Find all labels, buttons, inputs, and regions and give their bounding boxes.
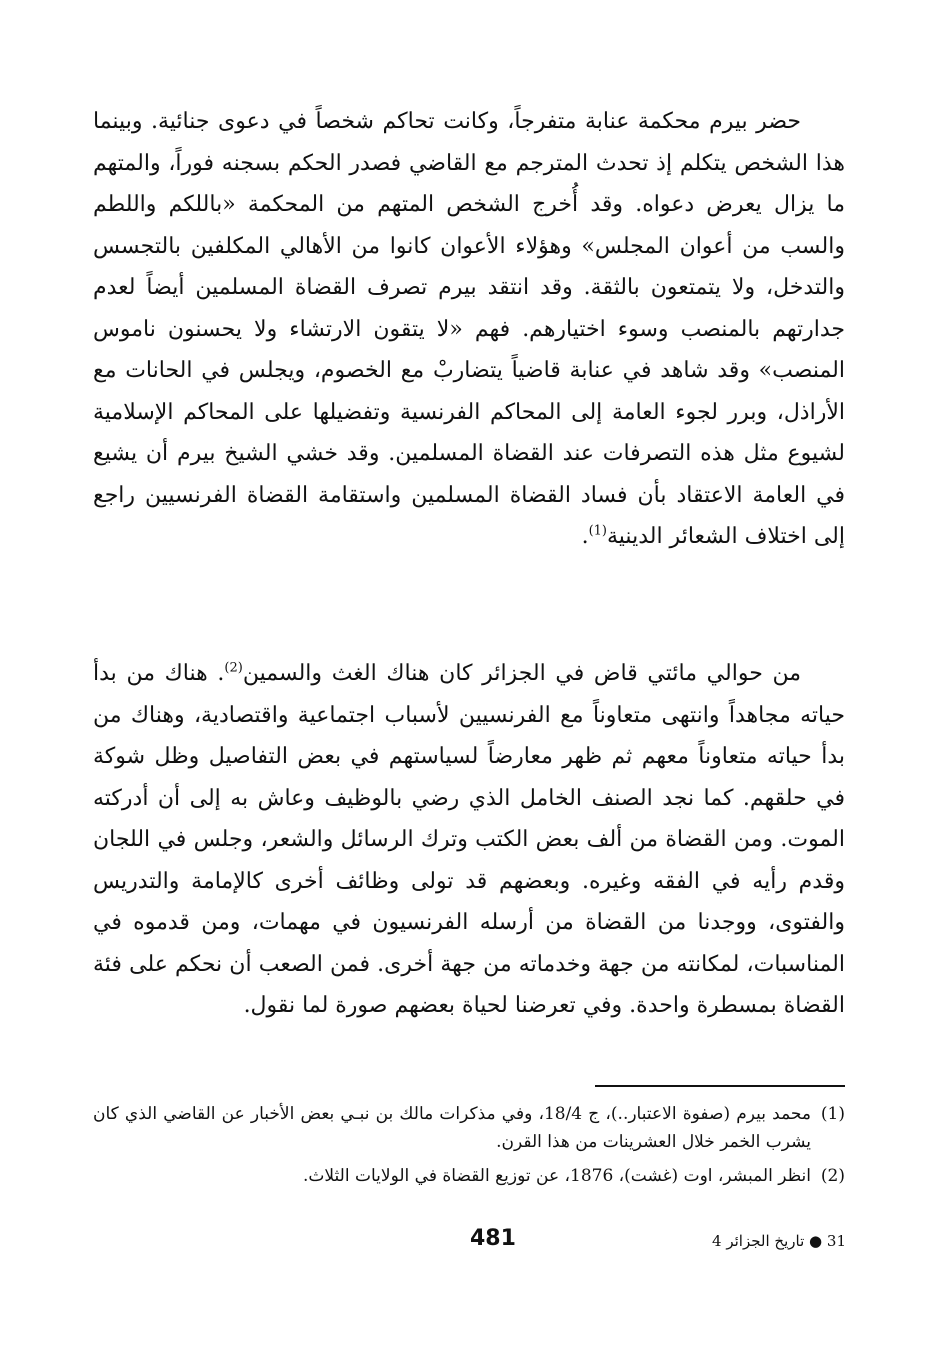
page-number: 481 <box>470 1226 516 1251</box>
footnotes <box>93 1100 845 1196</box>
paragraph-1-tail: . <box>581 524 589 549</box>
paragraph-1 <box>93 101 845 558</box>
footnote-ref-1: (1) <box>588 523 607 539</box>
footnote-2-number: (2) <box>820 1166 845 1186</box>
footnote-1-text: محمد بيرم (صفوة الاعتبار..)، ج 18/4، وفي مذكرات مالك بن نبـي بعض الأخبار عن القاضي الذي كان يشرب الخمر خلال العشرينات من هذا القرن. <box>93 1104 811 1152</box>
page-footer <box>94 1226 846 1266</box>
running-head: 31 ● تاريخ الجزائر 4 <box>712 1232 846 1250</box>
footnote-2-text: انظر المبشر، اوت (غشت)، 1876، عن توزيع القضاة في الولايات الثلاث. <box>302 1166 811 1186</box>
footnote-1-number: (1) <box>820 1104 845 1124</box>
footnote-2 <box>93 1162 845 1190</box>
footnote-1 <box>93 1100 845 1156</box>
footnote-ref-2: (2) <box>224 660 243 676</box>
paragraph-2-text: من حوالي مائتي قاض في الجزائر كان هناك الغث والسمين <box>242 661 801 686</box>
footnote-divider <box>595 1085 845 1087</box>
paragraph-2-tail: . هناك من بدأ حياته مجاهداً وانتهى متعاوناً مع الفرنسيين لأسباب اجتماعية واقتصادية، وهناك من بدأ حياته متعاوناً معهم ثم ظهر معارضاً لسياستهم في بعض التفاصيل وظل شوكة في حلقهم. كما نجد الصنف الخامل الذي رضي بالوظيف وعاش به إلى أن أدركته الموت. ومن القضاة من ألف بعض الكتب وترك الرسائل والشعر، وجلس في اللجان وقدم رأيه في الفقه وغيره. وبعضهم قد تولى وظائف أخرى كالإمامة والتدريس والفتوى، ووجدنا من القضاة من أرسله الفرنسيون في مهمات، ومن قدموه في المناسبات، لمكانته من جهة وخدماته من جهة أخرى. فمن الصعب أن نحكم على فئة القضاة بمسطرة واحدة. وفي تعرضنا لحياة بعضهم صورة لما نقول. <box>93 661 845 1018</box>
paragraph-1-text: حضر بيرم محكمة عنابة متفرجاً، وكانت تحاكم شخصاً في دعوى جنائية. وبينما هذا الشخص يتكلم إذ تحدث المترجم مع القاضي فصدر الحكم بسجنه فوراً، والمتهم ما يزال يعرض دعواه. وقد أُخرج الشخص المتهم من المحكمة «باللكم واللطم والسب من أعوان المجلس» وهؤلاء الأعوان كانوا من الأهالي المكلفين بالتجسس والتدخل، ولا يتمتعون بالثقة. وقد انتقد بيرم تصرف القضاة المسلمين أيضاً لعدم جدارتهم بالمنصب وسوء اختيارهم. فهم «لا يتقون الارتشاء ولا يحسنون ناموس المنصب» وقد شاهد في عنابة قاضياً يتضاربْ مع الخصوم، ويجلس في الحانات مع الأراذل، وبرر لجوء العامة إلى المحاكم الفرنسية وتفضيلها على المحاكم الإسلامية لشيوع مثل هذه التصرفات عند القضاة المسلمين. وقد خشي الشيخ بيرم أن يشيع في العامة الاعتقاد بأن فساد القضاة المسلمين واستقامة القضاة الفرنسيين راجع إلى اختلاف الشعائر الدينية <box>93 109 845 549</box>
paragraph-2 <box>93 653 845 1027</box>
